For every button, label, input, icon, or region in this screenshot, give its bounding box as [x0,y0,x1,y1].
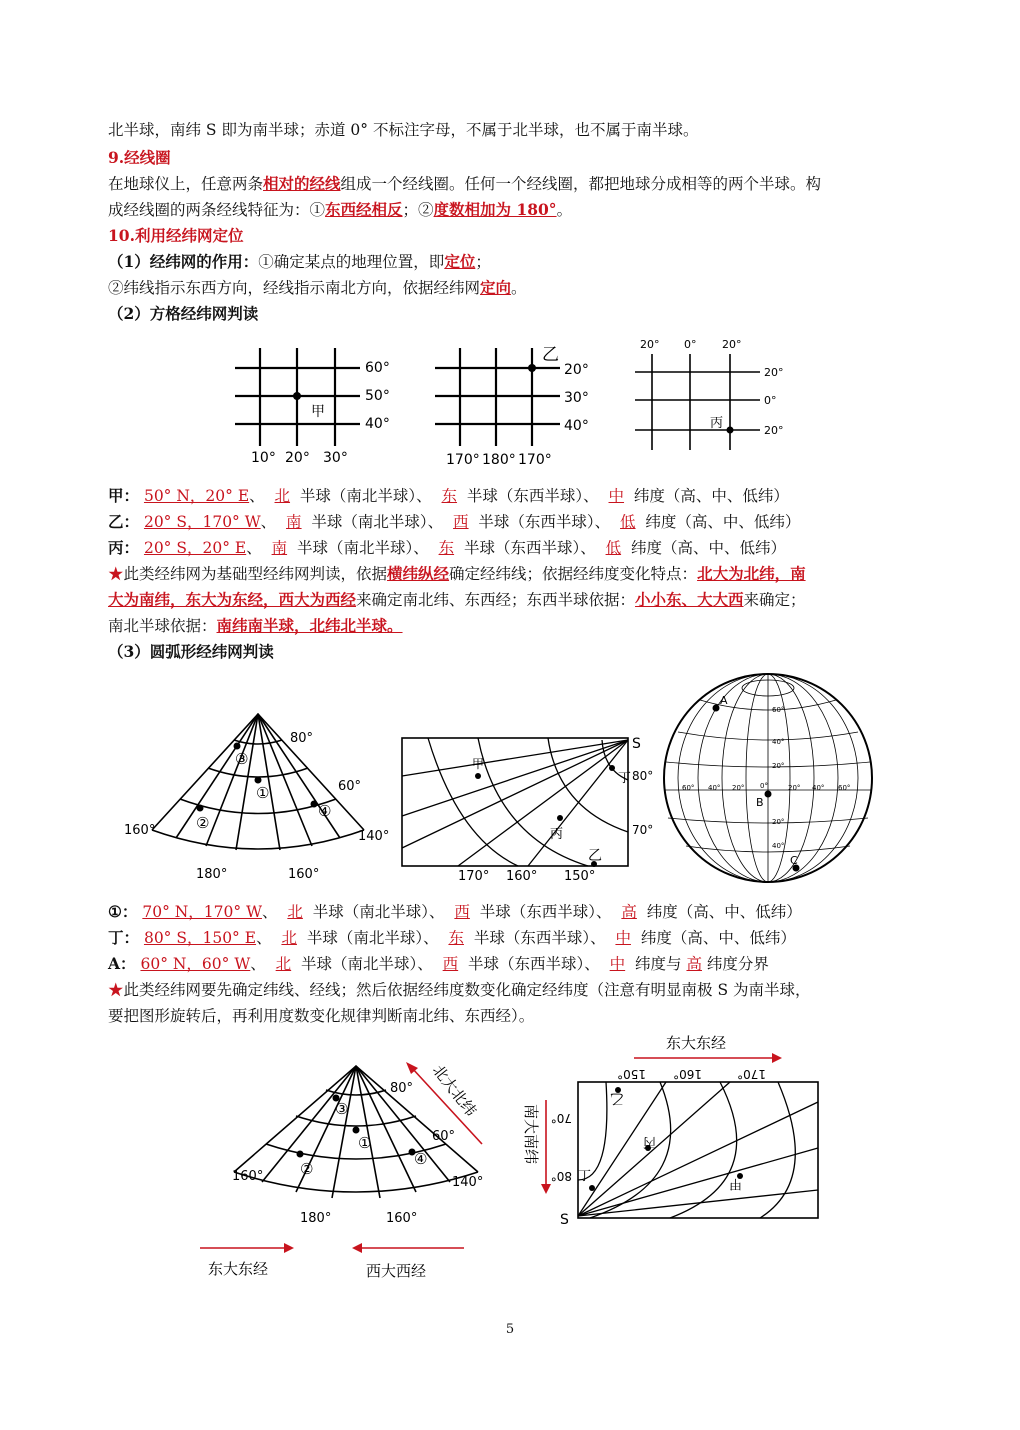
key-term: 东西经相反 [325,200,403,219]
answer: 中 [609,955,626,973]
heading-10: 10.利用经纬网定位 [108,226,244,245]
text: 纬度（高、中、低纬） [646,903,802,921]
grid-figure-2 [430,338,610,470]
lat-label: 80° [290,731,314,746]
point-label: ③ [335,1100,349,1118]
text: 、 [262,903,278,921]
answer: 东 [441,487,458,505]
point-label: 丙 [710,416,724,431]
globe-figure [660,668,876,886]
lon-label: 20° [788,784,801,792]
point-label: 甲 [472,757,485,771]
text: 组成一个经线圈。任何一个经线圈，都把地球分成相等的两个半球。构 [340,175,822,193]
answer: 西 [454,903,470,921]
lon-label: 170° [446,452,480,468]
key-term: 定向 [480,278,512,297]
answer-row-A [108,952,769,976]
lat-label: 40° [772,842,785,850]
fan-figure-2 [200,1060,510,1290]
row-label: 丙： [108,538,140,557]
point-label: 丁 [578,1169,592,1184]
text: 南北半球依据： [108,617,217,635]
point-label: A [720,694,728,707]
point-label: 甲 [311,404,325,420]
grid-figure-1 [225,338,405,468]
lat-label: 0° [764,394,777,407]
row-label: 乙： [108,512,140,531]
heading-9: 9.经线圈 [108,148,171,167]
lon-label: 60° [838,784,851,792]
lat-label: 20° [772,818,785,826]
text: 半球（南北半球）、 [296,539,429,557]
text: 、 [250,955,266,973]
lat-label: 30° [564,390,589,406]
point-label: ② [300,1160,314,1178]
lat-label: 20° [564,362,589,378]
answer: 60° N，60° W [140,955,251,973]
answer: 70° N，170° W [142,903,262,921]
text: ； [475,253,491,271]
answer: 高 [686,955,702,973]
text: 纬度（高、中、低纬） [640,929,796,947]
arrow-label: 北大北纬 [428,1061,480,1120]
text: 纬度（高、中、低纬） [630,539,786,557]
star-icon: ★ [108,981,124,999]
answer: 南 [271,539,288,557]
lon-label: 150° [617,1067,646,1081]
point-label: C [790,854,798,867]
subheading: （1）经纬网的作用： [108,252,259,271]
text: 半球（东西半球）、 [478,513,611,531]
text: 半球（东西半球）、 [466,487,599,505]
answer: 南 [286,513,302,531]
text: 确定经纬线；依据经纬度变化特点： [449,565,698,583]
lon-label: 20° [732,784,745,792]
text: 成经线圈的两条经线特征为：① [108,201,326,219]
answer: 20° S，20° E [143,539,247,557]
answer: 东 [448,929,464,947]
text: 此类经纬网要先确定纬线、经线；然后依据经纬度数变化确定经纬度（注意有明显南极 S 为南半球， [123,981,811,999]
answer: 西 [442,955,459,973]
lat-label: 80° [550,1169,572,1183]
point-label: ③ [235,750,249,768]
rect-figure-2 [520,1030,830,1230]
key-term: 北大为北纬，南 [697,564,806,583]
page-number: 5 [505,1322,515,1337]
lon-label: 160° [288,867,320,882]
key-term: 大为南纬，东大为东经，西大为西经 [108,590,357,609]
text: 在地球仪上，任意两条 [108,175,264,193]
point-label: ④ [318,802,332,820]
lat-label: 60° [365,360,390,376]
text: 半球（东西半球）、 [473,929,606,947]
text: 半球（东西半球）、 [479,903,612,921]
answer-row-bing [108,536,786,560]
arrow-label: 东大东经 [208,1260,269,1278]
row-label: 甲： [108,486,140,505]
lat-label: 70° [550,1111,572,1125]
lon-label: 0° [760,782,768,790]
answer: 中 [608,487,625,505]
star-note-2-line2: 要把图形旋转后，再利用度数变化规律判断南北纬、东西经）。 [108,1007,535,1025]
rect-figure-1 [398,728,658,886]
lon-label: 0° [684,338,697,351]
text: 、 [246,539,262,557]
text: 此类经纬网为基础型经纬网判读，依据 [123,565,388,583]
point-label: 丁 [618,771,632,786]
text: 、 [256,929,272,947]
fan-figure-1 [118,706,398,886]
text: ①确定某点的地理位置，即 [258,253,445,271]
row-label: ①： [108,902,138,921]
answer: 低 [605,539,622,557]
para-9-line1 [108,172,821,196]
answer: 20° S，170° W [143,513,261,531]
arrow-head [541,1184,551,1194]
text: 纬度（高、中、低纬） [633,487,789,505]
lon-label: 40° [708,784,721,792]
lat-label: 20° [764,424,784,437]
text: ；② [402,201,434,219]
lon-label: 160° [232,1169,264,1184]
star-note-1-line1 [108,562,806,586]
lon-label: 180° [300,1211,332,1226]
point-label: ④ [414,1150,428,1168]
lon-label: 150° [564,869,596,884]
answer: 50° N，20° E [143,487,250,505]
key-term: 相对的经线 [263,174,341,193]
answer: 北 [275,955,292,973]
lat-label: 20° [772,762,785,770]
lon-label: 30° [323,450,348,466]
arrow-head [352,1243,362,1253]
text: 。 [556,201,573,219]
arrow-label: 南大南纬 [522,1104,540,1165]
text: 半球（东西半球）、 [468,955,600,973]
lon-label: 140° [452,1175,484,1190]
key-term: 小小东、大大西 [635,590,744,609]
point-label: 丙 [642,1134,656,1149]
row-label: A： [108,954,136,973]
lat-label: 20° [764,366,784,379]
para-9-line2 [108,198,572,222]
lon-label: 170° [518,452,552,468]
lon-label: 180° [196,867,228,882]
star-note-1-line2 [108,588,806,612]
sub-1-line1 [108,250,491,274]
lat-label: 80° [632,769,654,783]
lat-label: 80° [390,1081,414,1096]
key-term: 度数相加为 180° [433,200,557,219]
lat-label: 60° [338,779,362,794]
text: 半球（南北半球）、 [299,487,432,505]
star-note-2-line1 [108,978,811,1002]
point-label: ① [256,784,270,802]
answer: 中 [615,929,631,947]
text: 纬度（高、中、低纬） [645,513,801,531]
lon-label: 160° [673,1067,702,1081]
star-icon: ★ [108,565,124,583]
text-line: 北半球，南纬 S 即为南半球；赤道 0° 不标注字母，不属于北半球，也不属于南半球。 [108,121,699,139]
text: 。 [511,279,527,297]
pole-label: S [560,1212,569,1228]
lat-label: 40° [564,418,589,434]
answer: 北 [274,487,291,505]
text: 半球（南北半球）、 [306,929,439,947]
lon-label: 20° [640,338,660,351]
text: 、 [260,513,277,531]
lon-label: 160° [506,869,538,884]
arrow-label: 西大西经 [366,1262,427,1280]
grid-figure-3 [630,334,800,464]
answer: 北 [281,929,297,947]
arrow-label: 东大东经 [666,1034,727,1052]
lon-label: 170° [458,869,490,884]
lon-label: 160° [124,823,156,838]
lat-label: 70° [632,823,654,837]
star-note-1-line3 [108,614,403,638]
lon-label: 160° [386,1211,418,1226]
answer: 东 [438,539,455,557]
subheading-3: （3）圆弧形经纬网判读 [108,642,274,661]
point-label: ② [196,814,210,832]
lon-label: 140° [358,829,390,844]
text: 来确定； [743,591,806,609]
text: 半球（南北半球）、 [312,903,445,921]
text: 纬度分界 [706,955,769,973]
answer-row-yi [108,510,800,534]
lat-label: 60° [772,706,785,714]
text: 半球（南北半球）、 [301,955,433,973]
answer-row-ding [108,926,796,950]
arrow-head [284,1243,294,1253]
point-label: 乙 [588,848,602,864]
answer-row-1 [108,900,802,924]
lat-label: 40° [365,416,390,432]
text: 纬度与 [635,955,682,973]
key-term: 南纬南半球，北纬北半球。 [216,616,403,635]
lon-label: 170° [737,1067,766,1081]
lon-label: 40° [812,784,825,792]
lon-label: 20° [285,450,310,466]
point-label: B [756,796,764,809]
answer: 低 [620,513,636,531]
point-label: 乙 [610,1090,624,1106]
answer: 北 [287,903,303,921]
sub-1-line2 [108,276,527,300]
lon-label: 60° [682,784,695,792]
subheading-2: （2）方格经纬网判读 [108,304,259,323]
text: 、 [249,487,265,505]
lon-label: 10° [251,450,276,466]
text: 半球（东西半球）、 [463,539,596,557]
answer-row-jia [108,484,789,508]
lon-label: 180° [482,452,516,468]
point-label: 丙 [550,827,564,842]
key-term: 定位 [444,252,476,271]
answer: 高 [621,903,637,921]
lat-label: 50° [365,388,390,404]
row-label: 丁： [108,928,140,947]
answer: 西 [453,513,469,531]
text: ②纬线指示东西方向，经线指示南北方向，依据经纬网 [108,279,481,297]
point-label: 乙 [542,345,559,365]
lat-label: 60° [432,1129,456,1144]
lon-label: 20° [722,338,742,351]
point-label: 甲 [728,1176,742,1191]
pole-label: S [632,736,641,752]
text: 半球（南北半球）、 [311,513,444,531]
text: 来确定南北纬、东西经；东西半球依据： [356,591,636,609]
answer: 80° S，150° E [143,929,257,947]
arrow-head [772,1053,782,1063]
point-label: ① [358,1134,372,1152]
key-term: 横纬纵经 [387,564,450,583]
lat-label: 40° [772,738,785,746]
